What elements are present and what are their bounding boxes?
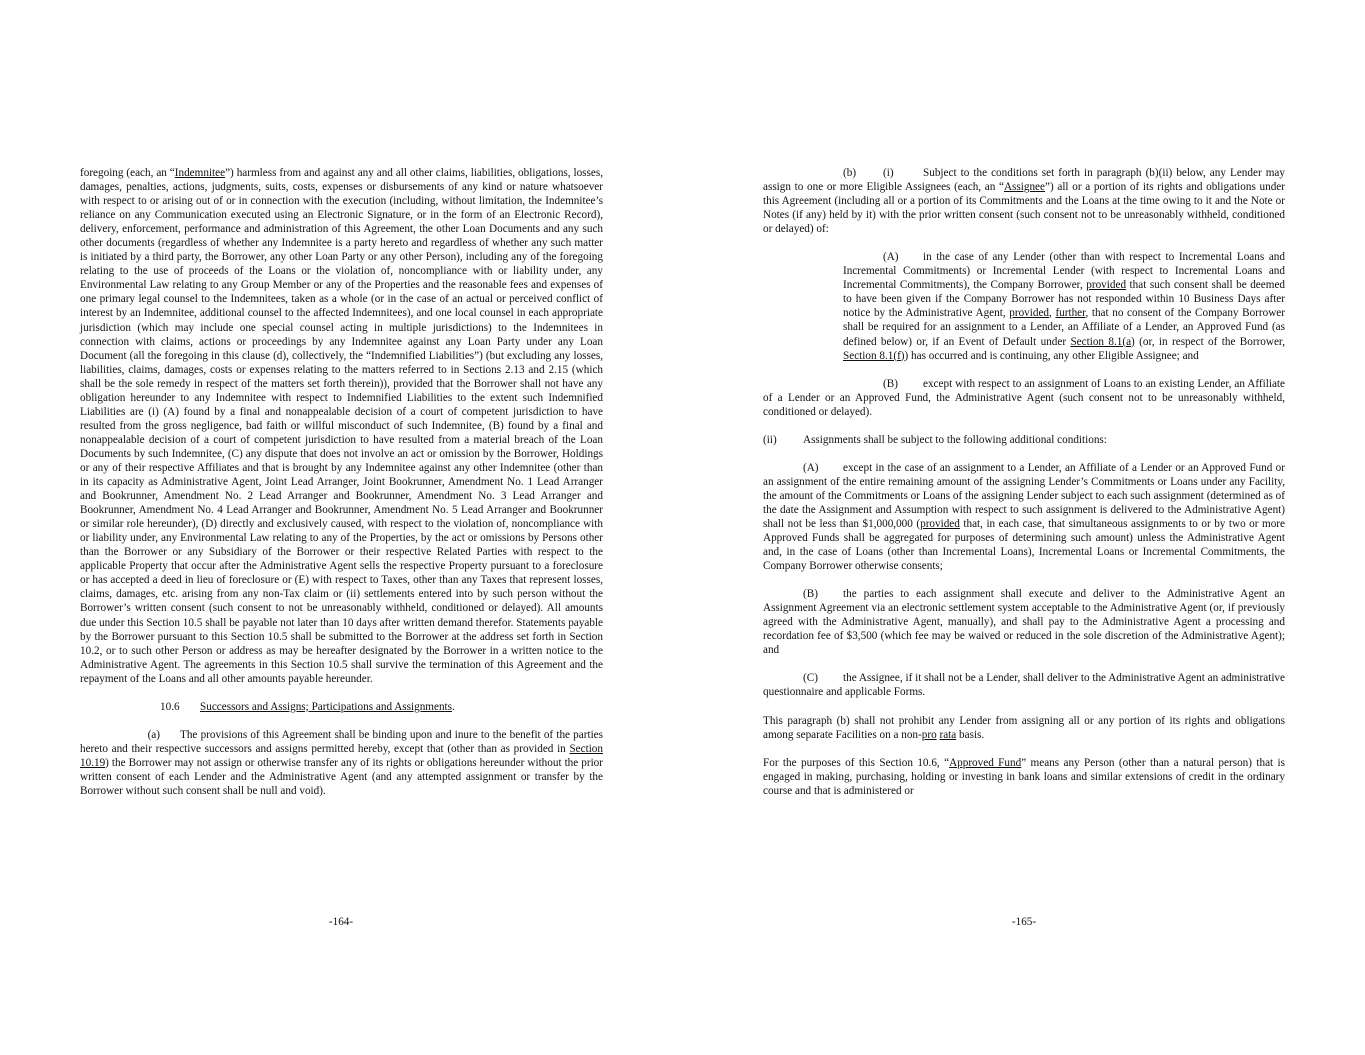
paragraph-a: (a) The provisions of this Agreement shall be binding upon and inure to the benefit of the parties hereto and their respective successors and assigns permitted hereby, except that (other than as provided in Section 10.19) the Borrower may not assign or otherwise transfer any of its rights or obligations hereunder without the prior written consent of each Lender and the Administrative Agent (and any attempted assignment or transfer by the Borrower without such consent shall be null and void).	[80, 728, 603, 797]
clause-label-B: (B)	[883, 377, 898, 390]
clause-label-A: (A)	[803, 461, 819, 474]
page-165	[683, 0, 1365, 1055]
defined-term-assignee: Assignee	[1003, 181, 1045, 194]
section-title: Successors and Assigns; Participations and Assignments	[200, 700, 453, 713]
paragraph-pro-rata: This paragraph (b) shall not prohibit any Lender from assigning all or any portion of its rights and obligations among separate Facilities on a non-pro rata basis.	[763, 714, 1285, 741]
defined-term-approved-fund: Approved Fund	[949, 756, 1022, 769]
clause-label-A: (A)	[883, 251, 899, 264]
link-section-10-19: Section 10.19	[80, 742, 603, 769]
clause-label-ii: (ii)	[763, 433, 777, 446]
clause-label-B: (B)	[803, 588, 818, 601]
page-165-body	[763, 166, 1285, 812]
page-number: -164-	[328, 916, 354, 928]
paragraph-indemnitee: foregoing (each, an “Indemnitee”) harmless from and against any and all other claims, liabilities, obligations, losses, damages, penalties, actions, judgments, suits, costs, expenses or disbursements of any kind or nature whatsoever with respect to or arising out of or in connection with the execution (including, without limitation, the Indemnitee’s reliance on any Communication executed using an Electronic Signature, or in the form of an Electronic Record), delivery, enforcement, performance and administration of this Agreement, the other Loan Documents and any such other documents (regardless of whether any Indemnitee is a party hereto and regardless of whether any such matter is initiated by a third party, the Borrower, any other Loan Party or any other Person), including any of the foregoing relating to the use of proceeds of the Loans or the violation of, noncompliance with or liability under, any Environmental Law relating to any Group Member or any of the Properties and the reasonable fees and expenses of one primary legal counsel to the Indemnitees, taken as a whole (or in the case of an actual or perceived conflict of interest by an Indemnitee, additional counsel to the affected Indemnitees), and one local counsel in each appropriate jurisdiction (which may include one special counsel acting in multiple jurisdictions) to the Indemnitees in connection with claims, actions or proceedings by any Indemnitee against any Loan Party under any Loan Document (all the foregoing in this clause (d), collectively, the “Indemnified Liabilities”) (but excluding any losses, liabilities, claims, damages, costs or expenses relating to the matters referred to in Sections 2.13 and 2.15 (which shall be the sole remedy in respect of the matters set forth therein)), provided that the Borrower shall not have any obligation hereunder to any Indemnitee with respect to Indemnified Liabilities to the extent such Indemnified Liabilities are (i) (A) found by a final and nonappealable decision of a court of competent jurisdiction to have resulted from the gross negligence, bad faith or willful misconduct of such Indemnitee, (B) found by a final and nonappealable decision of a court of competent jurisdiction to have resulted from a material breach of the Loan Documents by such Indemnitee, (C) any dispute that does not involve an act or omission by the Borrower, Holdings or any of their respective Affiliates and that is brought by any Indemnitee against any other Indemnitee (other than in its capacity as Administrative Agent, Joint Lead Arranger, Joint Bookrunner, Amendment No. 1 Lead Arranger and Bookrunner, Amendment No. 2 Lead Arranger and Bookrunner, Amendment No. 3 Lead Arranger and Bookrunner, Amendment No. 4 Lead Arranger and Bookrunner, Amendment No. 5 Lead Arranger and Bookrunner or similar role hereunder), (D) directly and exclusively caused, with respect to the violation of, noncompliance with or liability under, any Environmental Law relating to any of the Properties, by the act or omissions by Persons other than the Borrower or any Subsidiary of the Borrower or their respective Related Parties with respect to the applicable Property that occur after the Administrative Agent sells the respective Property pursuant to a foreclosure or has accepted a deed in lieu of foreclosure or (E) with respect to Taxes, other than any Taxes that represent losses, claims, damages, etc. arising from any non-Tax claim or (ii) settlements entered into by such person without the Borrower’s written consent (such consent to not be unreasonably withheld, conditioned or delayed). All amounts due under this Section 10.5 shall be payable not later than 10 days after written demand therefor. Statements payable by the Borrower pursuant to this Section 10.5 shall be submitted to the Borrower at the address set forth in Section 10.2, or to such other Person or address as may be hereafter designated by the Borrower in a written notice to the Administrative Agent. The agreements in this Section 10.5 shall survive the termination of this Agreement and the repayment of the Loans and all other amounts payable hereunder.	[80, 167, 604, 685]
section-number: 10.6	[160, 700, 180, 713]
paragraph-b-ii-C: (C) the Assignee, if it shall not be a Lender, shall deliver to the Administrative Agent an administrative questionnaire and applicable Forms.	[763, 672, 1285, 699]
clause-label-b: (b)	[843, 167, 857, 179]
defined-term-indemnitee: Indemnitee	[174, 167, 226, 179]
link-section-8-1-f: Section 8.1(f)	[843, 349, 905, 362]
clause-label-a: (a)	[147, 728, 160, 741]
page-number: -165-	[1011, 916, 1037, 928]
paragraph-b-ii-A: (A) except in the case of an assignment to a Lender, an Affiliate of a Lender or an Approved Fund or an assignment of the entire remaining amount of the assigning Lender’s Commitments or Loans under any Facility, the amount of the Commitments or Loans of the assigning Lender subject to each such assignment (determined as of the date the Assignment and Assumption with respect to such assignment is delivered to the Administrative Agent) shall not be less than $1,000,000 (provided that, in each case, that simultaneous assignments to or by two or more Approved Funds shall be aggregated for purposes of determining such amount) unless the Administrative Agent and, in the case of Loans (other than Incremental Loans), Incremental Loans or Incremental Commitments, the Company Borrower otherwise consents;	[763, 461, 1285, 573]
paragraph-b-i: (b) (i) Subject to the conditions set forth in paragraph (b)(ii) below, any Lender may assign to one or more Eligible Assignees (each, an “Assignee”) all or a portion of its rights and obligations under this Agreement (including all or a portion of its Commitments and the Loans at the time owing to it and the Note or Notes (if any) held by it) with the prior written consent (such consent not to be unreasonably withheld, conditioned or delayed) of:	[763, 167, 1285, 236]
clause-label-C: (C)	[803, 672, 818, 685]
section-heading-10-6: 10.6 Successors and Assigns; Participations and Assignments.	[160, 700, 455, 713]
paragraph-b-i-A: (A) in the case of any Lender (other than with respect to Incremental Loans and Incremental Commitments) or Incremental Lender (with respect to Incremental Loans and Incremental Commitments), the Company Borrower, provided that such consent shall be deemed to have been given if the Company Borrower has not responded within 10 Business Days after notice by the Administrative Agent, provided, further, that no consent of the Company Borrower shall be required for an assignment to a Lender, an Affiliate of a Lender, an Approved Fund (as defined below) or, if an Event of Default under Section 8.1(a) (or, in respect of the Borrower, Section 8.1(f)) has occurred and is continuing, any other Eligible Assignee; and	[843, 251, 1286, 362]
link-section-8-1-a: Section 8.1(a)	[1070, 335, 1135, 348]
page-164-body	[80, 166, 603, 812]
clause-label-i: (i)	[883, 167, 894, 179]
paragraph-approved-fund: For the purposes of this Section 10.6, “Approved Fund” means any Person (other than a natural person) that is engaged in making, purchasing, holding or investing in bank loans and similar extensions of credit in the ordinary course and that is administered or	[763, 756, 1285, 797]
page-164	[0, 0, 682, 1055]
paragraph-b-ii-B: (B) the parties to each assignment shall execute and deliver to the Administrative Agent an Assignment Agreement via an electronic settlement system acceptable to the Administrative Agent (or, if previously agreed with the Administrative Agent, manually), and shall pay to the Administrative Agent a processing and recordation fee of $3,500 (which fee may be waived or reduced in the sole discretion of the Administrative Agent); and	[763, 588, 1285, 657]
paragraph-b-ii: (ii) Assignments shall be subject to the following additional conditions:	[763, 433, 1107, 446]
paragraph-b-i-B: (B) except with respect to an assignment of Loans to an existing Lender, an Affiliate of a Lender or an Approved Fund, the Administrative Agent (such consent not to be unreasonably withheld, conditioned or delayed).	[763, 377, 1285, 418]
